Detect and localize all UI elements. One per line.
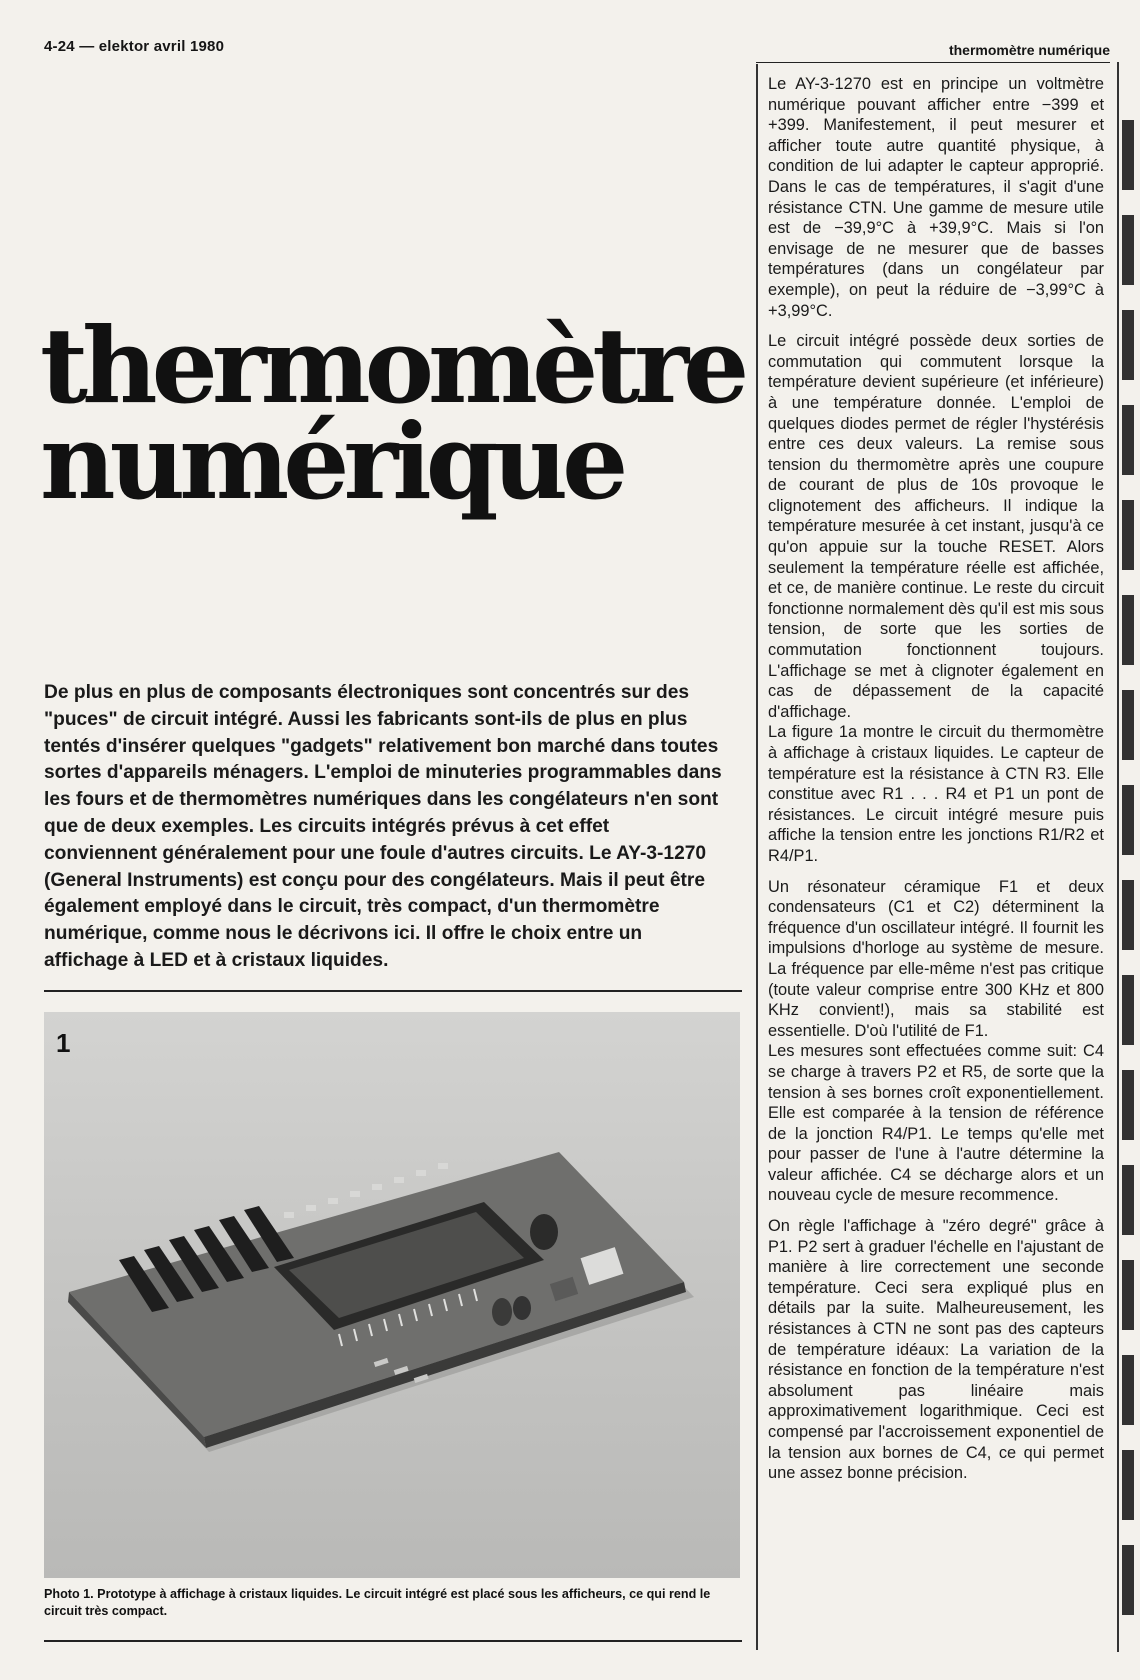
title-line-2: numérique bbox=[40, 400, 623, 523]
body-paragraph-1: Le AY-3-1270 est en principe un voltmètre numérique pouvant afficher entre −399 et +399. Manifestement, il peut mesurer et afficher toute autre quantité physique, à condition de lui adapter le capteur approprié. Dans le cas de températures, il s'agit d'une résistance CTN. Une gamme de mesure utile est de −39,9°C à +39,9°C. Mais si l'on envisage de ne mesurer que de basses températures (dans un congélateur par exemple), on peut la réduire de −3,99°C à +3,99°C. bbox=[768, 75, 1104, 320]
binding-shadow bbox=[1122, 120, 1134, 1640]
page-header-issue: 4-24 — elektor avril 1980 bbox=[44, 38, 225, 55]
body-paragraph-3: La figure 1a montre le circuit du thermomètre à affichage à cristaux liquides. Le capteur de température est la résistance à CTN R3. Elle constitue avec R1 . . . R4 et P1 un pont de résistances. Le circuit intégré mesure puis affiche la tension entre les jonctions R1/R2 et R4/P1. bbox=[768, 723, 1104, 865]
article-title bbox=[40, 304, 744, 523]
body-paragraph-4: Un résonateur céramique F1 et deux condensateurs (C1 et C2) déterminent la fréquence d'un oscillateur intégré. Il fournit les impulsions d'horloge au système de mesure. La fréquence par elle-même n'est pas critique (toute valeur comprise entre 300 KHz et 800 KHz convient!), mais sa stabilité est essentielle. D'où l'utilité de F1. bbox=[768, 877, 1104, 1040]
photo-caption: Photo 1. Prototype à affichage à cristaux liquides. Le circuit intégré est placé sous les afficheurs, ce qui rend le circuit très compact. bbox=[44, 1587, 711, 1618]
prototype-photo bbox=[44, 1012, 740, 1578]
body-paragraph-6: On règle l'affichage à "zéro degré" grâce à P1. P2 sert à graduer l'échelle en l'ajustant de manière à lire correctement une seconde température. Ceci sera expliqué plus en détails par la suite. Malheureusement, les résistances à CTN ne sont pas des capteurs de température idéaux: La variation de la résistance en fonction de la température n'est absolument pas linéaire mais approximativement logarithmique. Ceci est compensé par l'accroissement exponentiel de la tension aux bornes de C4, ce qui permet une assez bonne précision. bbox=[768, 1217, 1104, 1483]
title-line-1: thermomètre bbox=[40, 304, 744, 427]
circuit-board-illustration bbox=[44, 1012, 740, 1578]
intro-rule bbox=[44, 990, 742, 992]
body-column bbox=[768, 74, 1104, 1484]
column-divider bbox=[756, 64, 758, 1650]
intro-paragraph: De plus en plus de composants électroniques sont concentrés sur des "puces" de circuit intégré. Aussi les fabricants sont-ils de plus en plus tentés d'insérer quelques "gadgets" relativement bon marché dans toutes sortes d'appareils ménagers. L'emploi de minuteries programmables dans les fours et de thermomètres numériques dans les congélateurs n'en sont que de deux exemples. Les circuits intégrés prévus à cet effet conviennent généralement pour une foule d'autres circuits. Le AY-3-1270 (General Instruments) est conçu pour des congélateurs. Mais il peut être également employé dans le circuit, très compact, d'un thermomètre numérique, comme nous le décrivons ici. Il offre le choix entre un affichage à LED et à cristaux liquides. bbox=[44, 682, 722, 971]
page-header-title: thermomètre numérique bbox=[948, 42, 1110, 58]
bottom-rule bbox=[44, 1640, 742, 1642]
body-paragraph-2: Le circuit intégré possède deux sorties de commutation qui commutent lorsque la température devient supérieure (et inférieure) à une température donnée. L'emploi de quelques diodes permet de régler l'hystérésis entre ces deux valeurs. La remise sous tension du thermomètre après une coupure de courant de plus de 10s provoque le clignotement des afficheurs. Il indique la température mesurée à cet instant, jusqu'à ce qu'on appuie sur la touche RESET. Alors seulement la température réelle est affichée, et ce, de manière continue. Le reste du circuit fonctionne normalement dès qu'il est mis sous tension, de sorte que les sorties de commutation fonctionnent toujours. L'affichage se met à clignoter également en cas de dépassement de la capacité d'affichage. bbox=[768, 332, 1104, 721]
header-rule bbox=[756, 62, 1110, 63]
body-paragraph-5: Les mesures sont effectuées comme suit: C4 se charge à travers P2 et R5, de sorte que la tension à ses bornes croît exponentiellement. Elle est comparée à la tension de référence de la jonction R4/P1. Le temps qu'elle met pour passer de l'une à l'autre détermine la valeur affichée. C4 se décharge alors et un nouveau cycle de mesure recommence. bbox=[768, 1042, 1104, 1205]
figure-number: 1 bbox=[56, 1028, 71, 1058]
page-right-edge bbox=[1117, 62, 1119, 1652]
